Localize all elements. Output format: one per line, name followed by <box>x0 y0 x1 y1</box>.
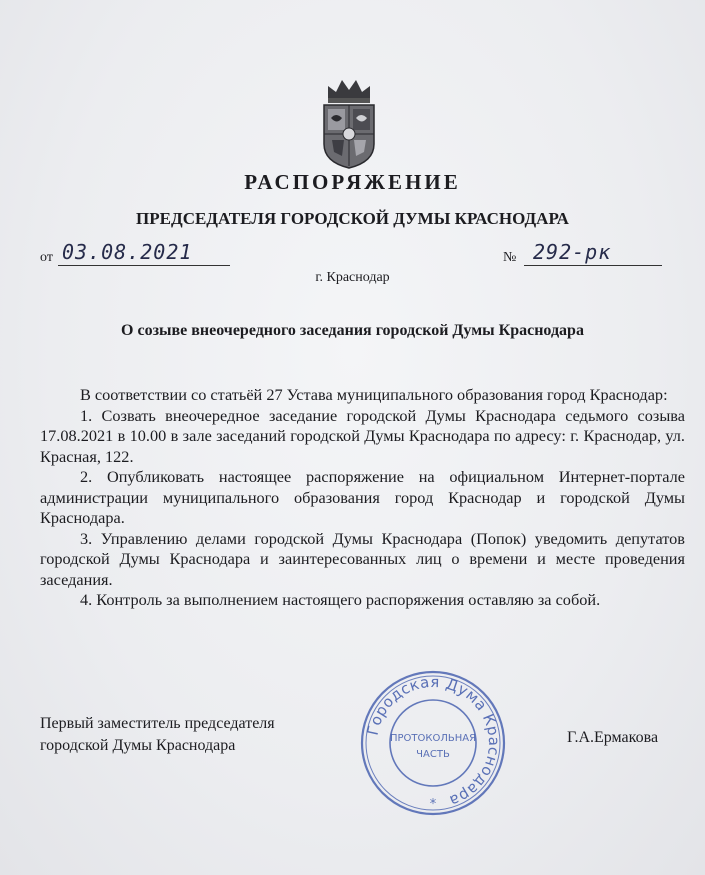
signatory-title-line2: городской Думы Краснодара <box>40 737 236 754</box>
signatory-title <box>40 713 275 757</box>
stamp-center-line1: ПРОТОКОЛЬНАЯ <box>389 733 477 744</box>
paragraph-2: 2. Опубликовать настоящее распоряжение на официальном Интернет-портале администрации муниципального образования город Краснодар и городской Думы Краснодара. <box>40 467 685 527</box>
document-subtitle: ПРЕДСЕДАТЕЛЯ ГОРОДСКОЙ ДУМЫ КРАСНОДАРА <box>136 209 569 228</box>
paragraph-intro: В соответствии со статьёй 27 Устава муниципального образования город Краснодар: <box>80 385 668 404</box>
stamp-star: * <box>429 797 437 812</box>
stamp-center-line2: ЧАСТЬ <box>416 749 450 760</box>
date-handwritten: 03.08.2021 <box>62 240 193 264</box>
number-handwritten: 292-рк <box>533 240 612 264</box>
paragraph-3: 3. Управлению делами городской Думы Краснодара (Попок) уведомить депутатов городской Думы Краснодара и заинтересованных лиц о времени и месте проведения заседания. <box>40 528 685 589</box>
date-underline <box>58 265 230 266</box>
paragraph-4: 4. Контроль за выполнением настоящего распоряжения оставляю за собой. <box>80 590 601 609</box>
document-body <box>40 385 685 611</box>
paragraph-1: 1. Созвать внеочередное заседание городской Думы Краснодара седьмого созыва 17.08.2021 в 10.00 в зале заседаний городской Думы Краснодара по адресу: г. Краснодар, ул. Красная, 122. <box>40 405 685 466</box>
signatory-title-line1: Первый заместитель председателя <box>40 715 275 732</box>
coat-of-arms-emblem <box>318 78 380 170</box>
official-stamp <box>358 668 508 818</box>
document-title: РАСПОРЯЖЕНИЕ <box>244 170 461 194</box>
document-heading: О созыве внеочередного заседания городской Думы Краснодара <box>121 322 584 339</box>
number-prefix: № <box>503 250 517 265</box>
date-prefix: от <box>40 250 53 265</box>
stamp-ring-text: Городская Дума Краснодара <box>363 672 504 811</box>
signatory-name: Г.А.Ермакова <box>567 729 659 746</box>
number-underline <box>524 265 662 266</box>
city-label: г. Краснодар <box>315 270 390 285</box>
